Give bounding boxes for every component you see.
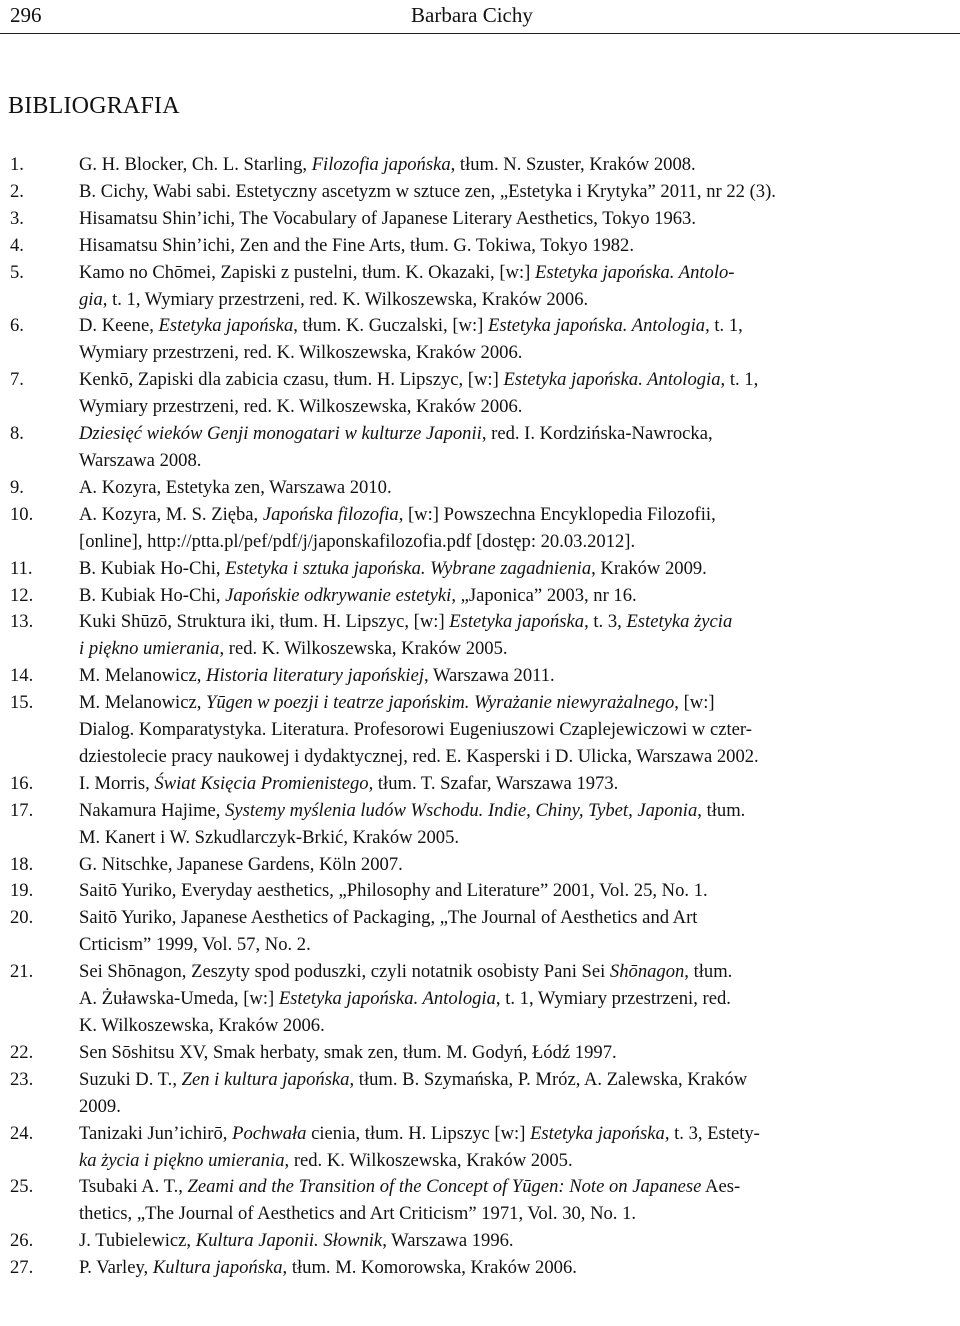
text-segment: B. Cichy, Wabi sabi. Estetyczny ascetyzm w sztuce zen, „Estetyka i Krytyka” 2011, nr 22 (3). <box>79 180 776 202</box>
entry-text <box>0 1121 960 1175</box>
italic-title-segment: gia <box>79 288 103 310</box>
entry-number: 17. <box>10 799 34 821</box>
text-segment: , t. 1, Wymiary przestrzeni, red. K. Wilkoszewska, Kraków 2006. <box>102 288 589 310</box>
italic-title-segment: Yūgen w poezji i teatrze japońskim. Wyrażanie niewyrażalnego <box>206 692 675 714</box>
text-segment: Aes- <box>701 1176 741 1198</box>
entry-text <box>0 1228 960 1255</box>
entry-number: 25. <box>10 1176 34 1198</box>
entry-number: 7. <box>10 369 24 391</box>
italic-title-segment: Shōnagon <box>609 961 685 983</box>
italic-title-segment: Estetyka i sztuka japońska. Wybrane zagadnienia <box>225 557 592 579</box>
bibliography-entry <box>0 878 960 905</box>
bibliography-entry <box>0 421 960 475</box>
italic-title-segment: Estetyka japońska <box>449 611 585 633</box>
bibliography-entry <box>0 313 960 367</box>
text-segment: A. Kozyra, Estetyka zen, Warszawa 2010. <box>79 476 392 498</box>
italic-title-segment: Estetyka życia <box>626 611 733 633</box>
entry-number: 27. <box>10 1257 34 1279</box>
page-header <box>0 0 960 34</box>
entry-text <box>0 502 960 556</box>
section-title: BIBLIOGRAFIA <box>8 93 180 119</box>
entry-number: 5. <box>10 261 24 283</box>
entry-text <box>0 905 960 959</box>
entry-number: 11. <box>10 557 33 579</box>
text-segment: Saitō Yuriko, Everyday aesthetics, „Philosophy and Literature” 2001, Vol. 25, No. 1. <box>79 880 708 902</box>
text-segment: dziestolecie pracy naukowej i dydaktycznej, red. E. Kasperski i D. Ulicka, Warszawa 2002. <box>79 745 759 767</box>
text-segment: D. Keene, <box>79 315 159 337</box>
entry-number: 2. <box>10 180 24 202</box>
italic-title-segment: Kultura japońska <box>152 1257 283 1279</box>
entry-text <box>0 179 960 206</box>
text-segment: Sei Shōnagon, Zeszyty spod poduszki, czyli notatnik osobisty Pani Sei <box>79 961 610 983</box>
text-segment: B. Kubiak Ho-Chi, <box>79 557 226 579</box>
text-segment: G. Nitschke, Japanese Gardens, Köln 2007. <box>79 853 403 875</box>
bibliography-entry <box>0 663 960 690</box>
text-segment: Kenkō, Zapiski dla zabicia czasu, tłum. H. Lipszyc, [w:] <box>79 369 504 391</box>
bibliography-entry <box>0 1228 960 1255</box>
text-segment: , tłum. <box>697 799 746 821</box>
text-segment: , t. 3, Estety- <box>664 1122 760 1144</box>
entry-number: 13. <box>10 611 34 633</box>
text-segment: I. Morris, <box>79 772 155 794</box>
text-segment: Hisamatsu Shin’ichi, Zen and the Fine Arts, tłum. G. Tokiwa, Tokyo 1982. <box>79 234 634 256</box>
italic-title-segment: Estetyka japońska. Antolo- <box>534 261 735 283</box>
entry-text <box>0 771 960 798</box>
entry-number: 19. <box>10 880 34 902</box>
bibliography-entry <box>0 556 960 583</box>
text-segment: Kamo no Chōmei, Zapiski z pustelni, tłum. K. Okazaki, [w:] <box>79 261 535 283</box>
text-segment: cienia, tłum. H. Lipszyc [w:] <box>306 1122 531 1144</box>
italic-title-segment: Filozofia japońska <box>311 154 451 175</box>
entry-text <box>0 1255 960 1282</box>
italic-title-segment: Systemy myślenia ludów Wschodu. Indie, Chiny, Tybet, Japonia <box>225 799 698 821</box>
text-segment: thetics, „The Journal of Aesthetics and Art Criticism” 1971, Vol. 30, No. 1. <box>79 1203 637 1225</box>
entry-text <box>0 583 960 610</box>
bibliography-entry <box>0 475 960 502</box>
text-segment: , [w:] Powszechna Encyklopedia Filozofii, <box>398 503 716 525</box>
text-segment: , t. 3, <box>584 611 627 633</box>
bibliography-entry <box>0 1174 960 1228</box>
text-segment: Nakamura Hajime, <box>79 799 226 821</box>
italic-title-segment: Japońska filozofia <box>262 503 399 525</box>
entry-text <box>0 878 960 905</box>
entry-text <box>0 852 960 879</box>
text-segment: , tłum. K. Guczalski, [w:] <box>293 315 488 337</box>
entry-text <box>0 609 960 663</box>
bibliography-entry <box>0 798 960 852</box>
page-number: 296 <box>10 3 42 27</box>
text-segment: , red. K. Wilkoszewska, Kraków 2005. <box>219 638 508 660</box>
bibliography-entry <box>0 1040 960 1067</box>
text-segment: , tłum. M. Komorowska, Kraków 2006. <box>282 1257 577 1279</box>
entry-text <box>0 556 960 583</box>
bibliography-entry <box>0 206 960 233</box>
bibliography-entry <box>0 260 960 314</box>
entry-text <box>0 152 960 179</box>
text-segment: Warszawa 2008. <box>79 449 202 471</box>
entry-number: 16. <box>10 772 34 794</box>
text-segment: B. Kubiak Ho-Chi, <box>79 584 226 606</box>
italic-title-segment: Kultura Japonii. Słownik <box>195 1230 383 1252</box>
entry-text <box>0 959 960 1040</box>
italic-title-segment: i piękno umierania <box>79 638 220 660</box>
text-segment: [online], http://ptta.pl/pef/pdf/j/japonskafilozofia.pdf [dostęp: 20.03.2012]. <box>79 530 636 552</box>
running-head: Barbara Cichy <box>411 3 533 27</box>
bibliography-entry <box>0 583 960 610</box>
entry-number: 21. <box>10 961 34 983</box>
text-segment: , tłum. B. Szymańska, P. Mróz, A. Zalewska, Kraków <box>349 1068 748 1090</box>
text-segment: K. Wilkoszewska, Kraków 2006. <box>79 1015 325 1036</box>
italic-title-segment: Estetyka japońska. Antologia <box>487 315 706 337</box>
entry-number: 8. <box>10 423 24 445</box>
entry-number: 18. <box>10 853 34 875</box>
bibliography-entry <box>0 959 960 1040</box>
entry-number: 20. <box>10 907 34 929</box>
bibliography-entry <box>0 1255 960 1282</box>
bibliography-entry <box>0 502 960 556</box>
text-segment: Kuki Shūzō, Struktura iki, tłum. H. Lipszyc, [w:] <box>79 611 450 633</box>
bibliography-entry <box>0 233 960 260</box>
bibliography-entry <box>0 905 960 959</box>
entry-text <box>0 1067 960 1121</box>
entry-text <box>0 475 960 502</box>
entry-number: 26. <box>10 1230 34 1252</box>
text-segment: Saitō Yuriko, Japanese Aesthetics of Packaging, „The Journal of Aesthetics and Art <box>79 907 698 929</box>
text-segment: , t. 1, <box>720 369 759 391</box>
italic-title-segment: Dziesięć wieków Genji monogatari w kulturze Japonii <box>79 423 482 445</box>
text-segment: J. Tubielewicz, <box>79 1230 196 1252</box>
text-segment: Hisamatsu Shin’ichi, The Vocabulary of Japanese Literary Aesthetics, Tokyo 1963. <box>79 207 696 229</box>
entry-text <box>0 260 960 314</box>
entry-number: 15. <box>10 692 34 714</box>
text-segment: P. Varley, <box>79 1257 153 1279</box>
text-segment: Wymiary przestrzeni, red. K. Wilkoszewska, Kraków 2006. <box>79 342 523 364</box>
text-segment: , red. I. Kordzińska-Nawrocka, <box>481 423 713 445</box>
bibliography-entry <box>0 1121 960 1175</box>
text-segment: , tłum. T. Szafar, Warszawa 1973. <box>368 772 619 794</box>
header-rule <box>0 33 960 34</box>
italic-title-segment: Estetyka japońska <box>530 1122 665 1144</box>
text-segment: Tsubaki A. T., <box>79 1176 188 1198</box>
text-segment: , Warszawa 1996. <box>382 1230 514 1252</box>
entry-number: 12. <box>10 584 34 606</box>
entry-number: 9. <box>10 476 24 498</box>
text-segment: , t. 1, Wymiary przestrzeni, red. <box>495 988 731 1010</box>
text-segment: Dialog. Komparatystyka. Literatura. Profesorowi Eugeniuszowi Czaplejewiczowi w czter- <box>79 719 752 741</box>
text-segment: , t. 1, <box>705 315 743 337</box>
entry-text <box>0 798 960 852</box>
entry-text <box>0 206 960 233</box>
text-segment: , Warszawa 2011. <box>423 665 555 687</box>
entry-text <box>0 690 960 771</box>
entry-text <box>0 663 960 690</box>
text-segment: , „Japonica” 2003, nr 16. <box>451 584 637 606</box>
bibliography-entry <box>0 1067 960 1121</box>
text-segment: M. Melanowicz, <box>79 692 207 714</box>
text-segment: , [w:] <box>674 692 715 714</box>
italic-title-segment: Zeami and the Transition of the Concept of Yūgen: Note on Japanese <box>187 1176 702 1198</box>
entry-number: 14. <box>10 665 34 687</box>
italic-title-segment: Estetyka japońska <box>158 315 294 337</box>
text-segment: , tłum. N. Szuster, Kraków 2008. <box>450 154 696 175</box>
italic-title-segment: ka życia i piękno umierania <box>79 1149 285 1171</box>
entry-text <box>0 367 960 421</box>
entry-number: 4. <box>10 234 24 256</box>
entry-text <box>0 421 960 475</box>
bibliography-entry <box>0 179 960 206</box>
bibliography-list <box>0 152 960 1282</box>
text-segment: M. Kanert i W. Szkudlarczyk-Brkić, Kraków 2005. <box>79 826 460 848</box>
italic-title-segment: Zen i kultura japońska <box>181 1068 350 1090</box>
bibliography-entry <box>0 609 960 663</box>
entry-text <box>0 233 960 260</box>
italic-title-segment: Historia literatury japońskiej <box>206 665 424 687</box>
text-segment: M. Melanowicz, <box>79 665 207 687</box>
text-segment: Wymiary przestrzeni, red. K. Wilkoszewska, Kraków 2006. <box>79 396 523 418</box>
entry-number: 3. <box>10 207 24 229</box>
text-segment: G. H. Blocker, Ch. L. Starling, <box>79 154 312 175</box>
italic-title-segment: Estetyka japońska. Antologia <box>278 988 496 1010</box>
text-segment: Suzuki D. T., <box>79 1068 182 1090</box>
entry-text <box>0 1040 960 1067</box>
entry-number: 6. <box>10 315 24 337</box>
bibliography-entry <box>0 771 960 798</box>
italic-title-segment: Świat Księcia Promienistego <box>154 772 369 794</box>
text-segment: Sen Sōshitsu XV, Smak herbaty, smak zen, tłum. M. Godyń, Łódź 1997. <box>79 1041 617 1063</box>
bibliography-entry <box>0 852 960 879</box>
entry-number: 1. <box>10 154 24 175</box>
text-segment: Crticism” 1999, Vol. 57, No. 2. <box>79 934 311 956</box>
italic-title-segment: Pochwała <box>232 1122 307 1144</box>
italic-title-segment: Japońskie odkrywanie estetyki <box>225 584 452 606</box>
entry-text <box>0 313 960 367</box>
text-segment: , red. K. Wilkoszewska, Kraków 2005. <box>284 1149 573 1171</box>
entry-number: 23. <box>10 1068 34 1090</box>
entry-number: 24. <box>10 1122 34 1144</box>
text-segment: , tłum. <box>684 961 733 983</box>
text-segment: Tanizaki Jun’ichirō, <box>79 1122 233 1144</box>
entry-number: 22. <box>10 1041 34 1063</box>
text-segment: A. Żuławska-Umeda, [w:] <box>79 988 279 1010</box>
bibliography-entry <box>0 152 960 179</box>
text-segment: A. Kozyra, M. S. Zięba, <box>79 503 263 525</box>
text-segment: 2009. <box>79 1095 121 1117</box>
italic-title-segment: Estetyka japońska. Antologia <box>503 369 721 391</box>
text-segment: , Kraków 2009. <box>591 557 707 579</box>
bibliography-entry <box>0 367 960 421</box>
bibliography-entry <box>0 690 960 771</box>
entry-number: 10. <box>10 503 34 525</box>
entry-text <box>0 1174 960 1228</box>
